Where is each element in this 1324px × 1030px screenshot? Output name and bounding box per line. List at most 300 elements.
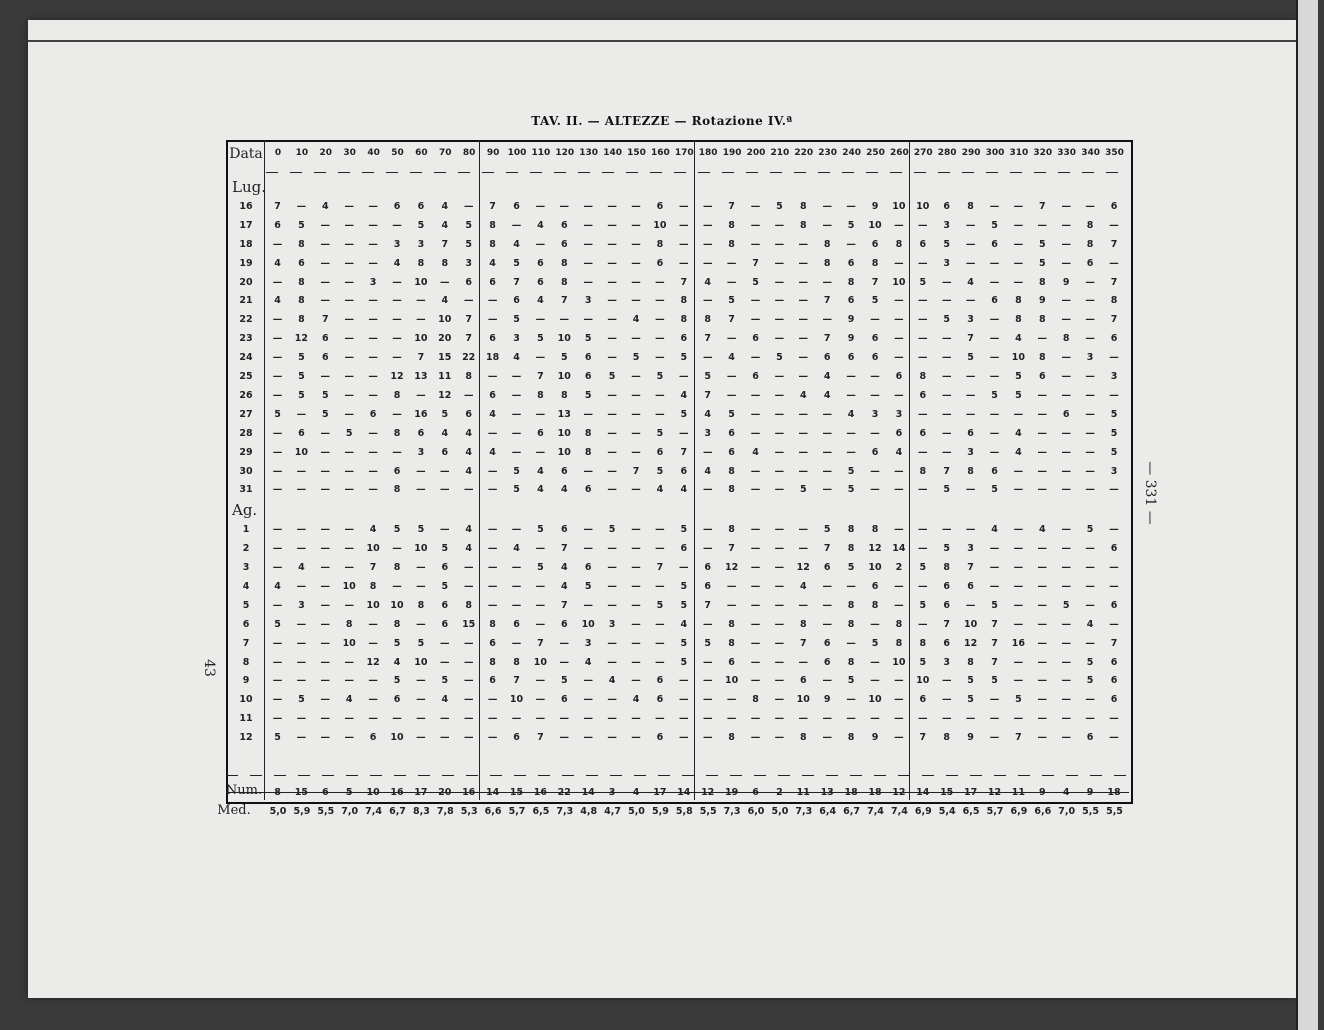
table-cell: —: [894, 333, 904, 345]
table-cell: —: [1013, 257, 1024, 269]
table-cell: —: [368, 238, 378, 250]
table-cell: —: [368, 219, 378, 231]
table-cell: —: [774, 276, 785, 288]
table-cell: 3: [967, 446, 974, 458]
table-cell: —: [344, 276, 354, 288]
table-cell: 6: [991, 238, 998, 250]
table-cell: 7: [656, 562, 664, 573]
table-cell: —: [1109, 389, 1119, 401]
table-cell: —: [774, 408, 785, 420]
table-cell: —: [989, 694, 1000, 706]
table-cell: —: [918, 580, 928, 592]
table-cell: —: [344, 295, 354, 307]
table-cell: 7: [943, 618, 950, 630]
table-cell: —: [368, 389, 378, 401]
table-cell: 5: [680, 599, 688, 611]
table-cell: 6: [274, 219, 281, 231]
table-cell: 8: [560, 389, 568, 401]
table-cell: 4: [1015, 427, 1022, 439]
table-cell: 9: [847, 314, 855, 326]
table-cell: 4: [847, 408, 855, 420]
table-cell: 8: [298, 314, 305, 326]
table-cell: —: [368, 465, 378, 477]
table-cell: 5: [847, 484, 855, 496]
table-cell: —: [440, 713, 450, 725]
table-cell: —: [559, 732, 570, 744]
num-label: Num.: [225, 783, 263, 798]
table-cell: —: [631, 543, 641, 555]
num-cell: 17: [653, 787, 667, 798]
table-cell: —: [941, 524, 952, 536]
table-cell: 6: [513, 200, 520, 212]
num-cell: 10: [366, 787, 380, 798]
table-cell: —: [989, 200, 1000, 212]
table-cell: —: [1061, 295, 1071, 307]
table-cell: 6: [919, 427, 927, 439]
table-cell: —: [870, 618, 880, 630]
table-cell: 8: [1038, 314, 1046, 326]
table-cell: —: [679, 732, 689, 744]
table-cell: —: [1037, 543, 1048, 555]
table-cell: —: [965, 713, 976, 725]
table-cell: 6: [704, 562, 711, 573]
table-cell: 6: [871, 352, 879, 364]
table-cell: 10: [533, 656, 547, 668]
table-cell: —: [1037, 562, 1048, 573]
table-cell: 5: [584, 333, 592, 345]
table-cell: —: [894, 599, 904, 611]
degree-header: 290: [961, 148, 981, 158]
table-cell: —: [296, 408, 307, 420]
table-cell: 16: [1011, 637, 1025, 649]
table-cell: —: [918, 333, 928, 345]
table-cell: —: [607, 257, 617, 269]
table-cell: —: [344, 675, 354, 687]
num-cell: 11: [796, 787, 810, 798]
table-cell: —: [726, 276, 737, 288]
table-cell: 5: [967, 675, 974, 687]
table-cell: 3: [513, 333, 520, 345]
table-cell: —: [1109, 580, 1119, 592]
table-cell: —: [487, 694, 498, 706]
table-cell: —: [320, 257, 331, 269]
table-cell: —: [822, 446, 832, 458]
table-cell: —: [272, 543, 283, 555]
table-cell: 5: [776, 200, 783, 212]
table-cell: 5: [704, 637, 711, 649]
table-cell: 6: [393, 465, 401, 477]
table-cell: —: [320, 580, 331, 592]
row-date: 23: [239, 333, 253, 345]
table-cell: 7: [823, 295, 831, 307]
row-date: 10: [239, 694, 253, 706]
row-date: 8: [242, 656, 250, 668]
table-cell: 12: [390, 371, 404, 382]
table-cell: —: [1085, 314, 1095, 326]
table-cell: 5: [991, 389, 998, 401]
table-cell: —: [965, 219, 976, 231]
table-cell: —: [368, 427, 378, 439]
med-cell: 5,9: [293, 806, 311, 817]
table-cell: 6: [417, 200, 425, 212]
table-cell: —: [607, 637, 617, 649]
row-date: 11: [239, 713, 253, 725]
table-cell: 6: [584, 371, 592, 382]
table-cell: —: [989, 257, 1000, 269]
row-date: 22: [239, 314, 253, 326]
table-cell: 8: [369, 580, 377, 592]
table-cell: —: [487, 713, 498, 725]
table-cell: —: [607, 694, 617, 706]
table-cell: 8: [871, 524, 879, 536]
med-cell: 6,4: [819, 806, 837, 817]
table-cell: —: [1061, 713, 1071, 725]
table-cell: —: [702, 524, 713, 536]
table-cell: —: [487, 295, 498, 307]
table-cell: 7: [871, 276, 879, 288]
table-cell: —: [774, 371, 785, 382]
table-cell: 6: [967, 580, 974, 592]
degree-header: 300: [985, 148, 1005, 158]
table-cell: 5: [537, 524, 544, 536]
table-cell: 3: [417, 238, 425, 250]
table-cell: 7: [991, 618, 998, 630]
table-cell: —: [320, 219, 331, 231]
table-cell: 8: [967, 465, 974, 477]
table-cell: —: [1013, 408, 1024, 420]
med-cell: 6,7: [843, 806, 861, 817]
table-cell: 5: [441, 408, 449, 420]
table-cell: 8: [680, 314, 688, 326]
table-cell: —: [774, 314, 785, 326]
table-cell: —: [655, 580, 665, 592]
table-cell: 6: [513, 295, 520, 307]
table-cell: 10: [342, 637, 356, 649]
table-cell: 6: [321, 352, 329, 364]
table-cell: —: [894, 524, 904, 536]
table-cell: —: [1013, 562, 1024, 573]
table-cell: 6: [1110, 599, 1118, 611]
table-cell: 5: [321, 389, 329, 401]
table-cell: —: [272, 484, 283, 496]
table-cell: 8: [298, 238, 305, 250]
table-cell: 6: [465, 408, 472, 420]
table-cell: 5: [417, 219, 425, 231]
table-cell: 5: [1110, 446, 1118, 458]
table-cell: —: [631, 257, 641, 269]
table-cell: 7: [1110, 276, 1118, 288]
table-cell: —: [1085, 371, 1095, 382]
table-cell: —: [511, 389, 522, 401]
table-cell: 8: [967, 656, 974, 668]
table-cell: 8: [919, 637, 927, 649]
table-cell: 7: [537, 371, 544, 382]
table-cell: —: [894, 219, 904, 231]
table-cell: 6: [943, 580, 950, 592]
table-cell: 4: [489, 408, 496, 420]
table-cell: 3: [943, 257, 950, 269]
table-cell: 3: [967, 314, 974, 326]
table-cell: —: [559, 314, 570, 326]
table-cell: —: [583, 543, 593, 555]
table-cell: 8: [943, 562, 950, 573]
table-cell: —: [941, 276, 952, 288]
table-cell: 5: [274, 618, 281, 630]
table-cell: —: [1061, 524, 1071, 536]
table-cell: 8: [847, 276, 855, 288]
table-cell: —: [463, 675, 474, 687]
table-cell: —: [846, 694, 856, 706]
table-cell: —: [607, 656, 617, 668]
table-cell: 8: [895, 238, 903, 250]
table-cell: —: [1061, 637, 1071, 649]
table-cell: —: [368, 694, 378, 706]
table-cell: —: [583, 408, 593, 420]
table-cell: 5: [584, 580, 592, 592]
table-cell: 7: [919, 732, 927, 744]
table-cell: —: [1109, 713, 1119, 725]
degree-header: 310: [1009, 148, 1029, 158]
table-cell: 8: [1038, 276, 1046, 288]
table-cell: —: [894, 694, 904, 706]
table-cell: —: [511, 524, 522, 536]
row-date: 1: [242, 524, 250, 536]
table-cell: —: [392, 276, 402, 288]
table-cell: —: [487, 599, 498, 611]
table-cell: 9: [871, 200, 879, 212]
table-cell: 9: [1062, 276, 1070, 288]
table-cell: —: [1085, 446, 1095, 458]
table-cell: 4: [274, 295, 281, 307]
table-cell: —: [607, 732, 617, 744]
table-cell: —: [511, 713, 522, 725]
table-cell: —: [941, 389, 952, 401]
table-cell: —: [846, 637, 856, 649]
degree-header: 350: [1105, 148, 1124, 158]
table-cell: —: [440, 465, 450, 477]
table-cell: 8: [847, 656, 855, 668]
table-cell: 10: [892, 276, 906, 288]
table-cell: 7: [728, 314, 735, 326]
table-cell: —: [296, 713, 307, 725]
table-cell: —: [1037, 732, 1048, 744]
table-cell: —: [774, 618, 785, 630]
med-cell: 7,0: [1058, 806, 1076, 817]
degree-header: 220: [794, 148, 814, 158]
table-cell: 5: [919, 656, 927, 668]
table-cell: —: [1085, 637, 1095, 649]
table-cell: —: [702, 352, 713, 364]
table-cell: —: [774, 484, 785, 496]
table-cell: —: [1109, 732, 1119, 744]
table-cell: 6: [1110, 200, 1118, 212]
table-cell: —: [535, 200, 546, 212]
table-cell: —: [392, 219, 402, 231]
table-cell: —: [272, 238, 283, 250]
table-cell: 3: [584, 637, 592, 649]
table-cell: —: [750, 637, 761, 649]
num-cell: 15: [294, 787, 308, 798]
table-cell: —: [416, 580, 426, 592]
table-cell: 5: [776, 352, 783, 364]
table-cell: —: [1061, 446, 1071, 458]
table-cell: —: [320, 371, 331, 382]
table-cell: —: [1085, 389, 1095, 401]
table-cell: 8: [919, 465, 927, 477]
table-cell: 5: [465, 238, 472, 250]
table-cell: —: [750, 732, 761, 744]
table-cell: 4: [991, 524, 998, 536]
table-cell: —: [965, 389, 976, 401]
table-cell: —: [416, 465, 426, 477]
table-cell: —: [918, 295, 928, 307]
table-cell: 8: [895, 618, 903, 630]
table-cell: —: [822, 200, 832, 212]
table-cell: —: [965, 484, 976, 496]
table-cell: 7: [728, 543, 735, 555]
table-cell: 8: [393, 484, 401, 496]
table-cell: —: [487, 580, 498, 592]
num-cell: 19: [724, 787, 739, 798]
table-cell: 3: [1086, 352, 1094, 364]
table-cell: 4: [465, 427, 472, 439]
num-cell: 15: [940, 787, 954, 798]
table-cell: 4: [537, 295, 544, 307]
degree-header: 60: [415, 148, 428, 158]
table-cell: —: [750, 352, 761, 364]
table-cell: 5: [943, 238, 950, 250]
table-cell: 10: [581, 618, 595, 630]
table-cell: 7: [560, 599, 568, 611]
table-cell: 5: [1015, 389, 1022, 401]
degree-header: 260: [889, 148, 909, 158]
table-cell: —: [798, 599, 809, 611]
med-cell: 5,0: [628, 806, 645, 817]
table-cell: —: [965, 599, 976, 611]
table-cell: 5: [298, 389, 305, 401]
degree-header: 40: [367, 148, 380, 158]
table-cell: —: [941, 427, 952, 439]
table-cell: 4: [1038, 524, 1046, 536]
table-cell: 5: [656, 371, 664, 382]
table-cell: —: [822, 465, 832, 477]
table-cell: 7: [489, 200, 496, 212]
table-cell: —: [320, 238, 331, 250]
table-cell: —: [1061, 656, 1071, 668]
table-cell: 4: [513, 238, 520, 250]
num-cell: 4: [1062, 787, 1070, 798]
table-cell: —: [511, 599, 522, 611]
table-cell: 4: [704, 465, 711, 477]
table-cell: 4: [369, 524, 377, 536]
table-cell: —: [798, 524, 809, 536]
table-cell: 4: [441, 200, 449, 212]
table-cell: —: [392, 446, 402, 458]
table-cell: —: [368, 295, 378, 307]
table-cell: 8: [393, 389, 401, 401]
table-cell: 6: [441, 446, 449, 458]
table-cell: —: [965, 408, 976, 420]
num-cell: 16: [390, 787, 404, 798]
degree-header: 80: [462, 148, 476, 158]
table-cell: 10: [868, 219, 882, 231]
table-cell: —: [1085, 465, 1095, 477]
table-cell: 8: [393, 427, 401, 439]
table-cell: —: [631, 732, 641, 744]
table-cell: 5: [537, 562, 544, 573]
table-cell: 6: [1110, 675, 1118, 687]
table-cell: —: [583, 219, 593, 231]
table-cell: —: [918, 618, 928, 630]
table-cell: 5: [417, 524, 425, 536]
table-cell: —: [798, 295, 809, 307]
table-cell: 5: [1110, 408, 1118, 420]
table-cell: —: [774, 637, 785, 649]
table-cell: —: [607, 465, 617, 477]
table-cell: 4: [465, 446, 472, 458]
table-cell: 4: [1015, 333, 1022, 345]
degree-header: 180: [698, 148, 718, 158]
table-cell: 3: [1110, 465, 1118, 477]
table-cell: —: [272, 694, 283, 706]
table-cell: —: [798, 446, 809, 458]
table-cell: —: [655, 314, 665, 326]
table-cell: —: [583, 694, 593, 706]
table-cell: —: [1109, 219, 1119, 231]
table-cell: —: [1037, 484, 1048, 496]
degree-header: 160: [650, 148, 670, 158]
table-cell: —: [392, 713, 402, 725]
table-cell: —: [846, 580, 856, 592]
table-cell: 4: [513, 352, 520, 364]
table-cell: 7: [560, 295, 568, 307]
degree-header: 50: [391, 148, 404, 158]
table-cell: 8: [919, 371, 927, 382]
num-cell: 9: [1038, 787, 1046, 798]
table-cell: 4: [393, 656, 401, 668]
table-cell: —: [368, 333, 378, 345]
table-cell: 7: [1015, 732, 1022, 744]
table-cell: 8: [728, 618, 735, 630]
table-cell: —: [631, 599, 641, 611]
table-cell: —: [1061, 484, 1071, 496]
table-cell: —: [702, 618, 713, 630]
table-cell: 6: [417, 427, 425, 439]
med-cell: 6,9: [1010, 806, 1028, 817]
table-cell: —: [918, 314, 928, 326]
table-cell: 5: [656, 599, 664, 611]
table-cell: 5: [847, 675, 855, 687]
table-cell: 13: [557, 408, 571, 420]
table-cell: 4: [537, 465, 544, 477]
table-cell: —: [941, 333, 952, 345]
table-cell: —: [1013, 484, 1024, 496]
header-rule: [266, 172, 1126, 173]
table-cell: 12: [724, 562, 739, 573]
table-cell: —: [559, 637, 570, 649]
table-cell: —: [320, 637, 331, 649]
table-cell: —: [368, 446, 378, 458]
table-cell: 5: [1015, 694, 1022, 706]
table-cell: 5: [1086, 675, 1094, 687]
table-cell: —: [679, 427, 689, 439]
med-cell: 7,3: [795, 806, 813, 817]
table-cell: 5: [632, 352, 640, 364]
table-cell: 5: [871, 295, 879, 307]
table-cell: 6: [489, 389, 496, 401]
table-cell: —: [344, 465, 354, 477]
table-cell: 5: [680, 656, 688, 668]
